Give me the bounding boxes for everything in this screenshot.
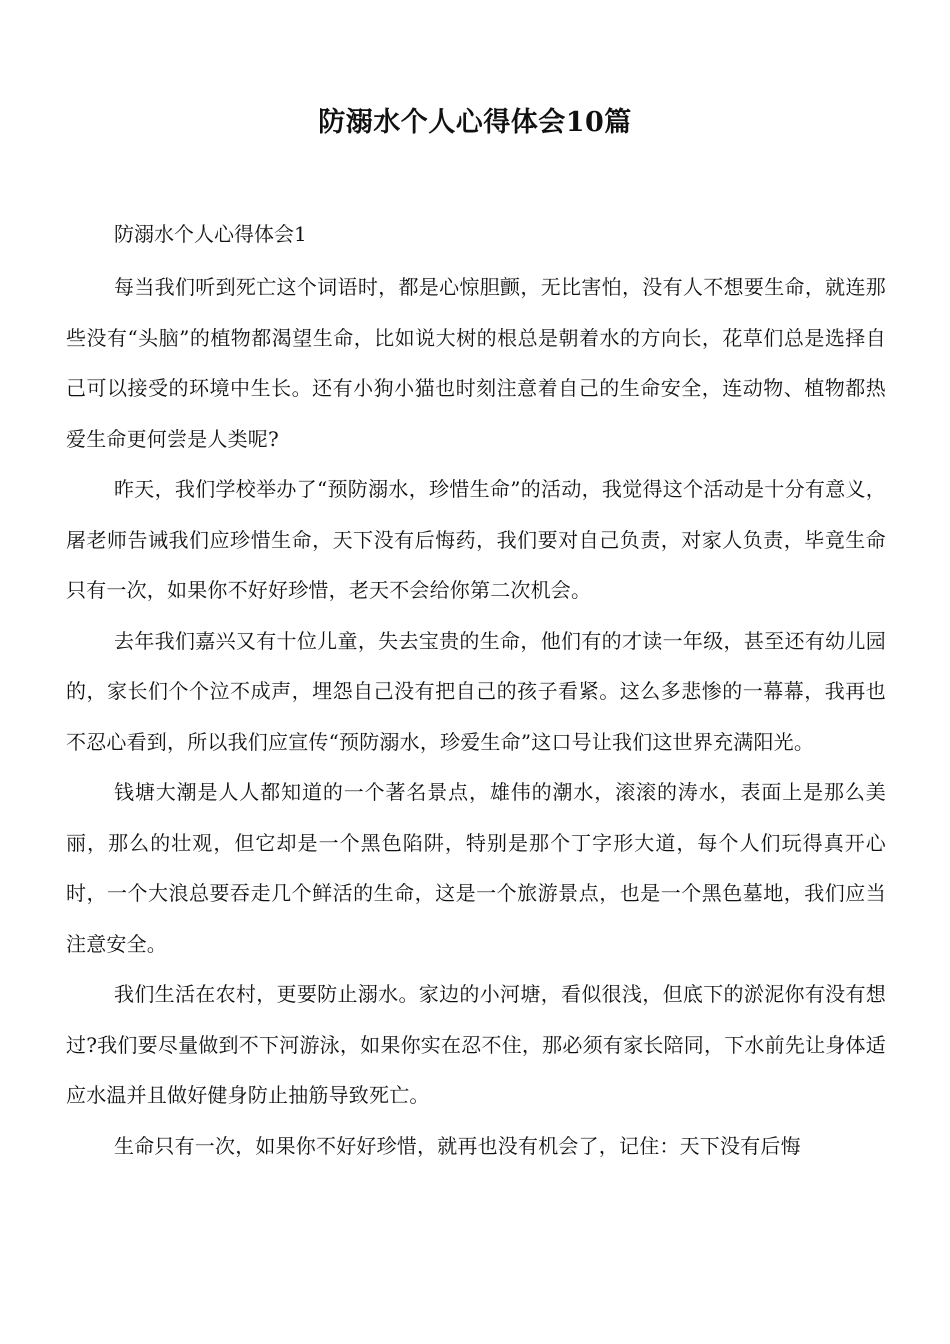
section-heading: 防溺水个人心得体会1 <box>114 222 307 246</box>
paragraph: 生命只有一次，如果你不好好珍惜，就再也没有机会了，记住：天下没有后悔 <box>114 1133 801 1158</box>
paragraph: 每当我们听到死亡这个词语时，都是心惊胆颤，无比害怕，没有人不想要生命，就连那些没有“头脑”的植物都渴望生命，比如说大树的根总是朝着水的方向长，花草们总是选择自己可以接受的环境中生长。还有小狗小猫也时刻注意着自己的生命安全，连动物、植物都热爱生命更何尝是人类呢? <box>66 275 886 451</box>
body-text <box>66 262 886 1171</box>
paragraph: 钱塘大潮是人人都知道的一个著名景点，雄伟的潮水，滚滚的涛水，表面上是那么美丽，那么的壮观，但它却是一个黑色陷阱，特别是那个丁字形大道，每个人们玩得真开心时，一个大浪总要吞走几个鲜活的生命，这是一个旅游景点，也是一个黑色墓地，我们应当注意安全。 <box>66 780 886 956</box>
paragraph: 去年我们嘉兴又有十位儿童，失去宝贵的生命，他们有的才读一年级，甚至还有幼儿园的，家长们个个泣不成声，埋怨自己没有把自己的孩子看紧。这么多悲惨的一幕幕，我再也不忍心看到，所以我们应宣传“预防溺水，珍爱生命”这口号让我们这世界充满阳光。 <box>66 628 886 754</box>
paragraph: 昨天，我们学校举办了“预防溺水，珍惜生命”的活动，我觉得这个活动是十分有意义，屠老师告诫我们应珍惜生命，天下没有后悔药，我们要对自己负责，对家人负责，毕竟生命只有一次，如果你不好好珍惜，老天不会给你第二次机会。 <box>66 477 886 602</box>
document-title: 防溺水个人心得体会10篇 <box>318 107 632 138</box>
paragraph: 我们生活在农村，更要防止溺水。家边的小河塘，看似很浅，但底下的淤泥你有没有想过?我们要尽量做到不下河游泳，如果你实在忍不住，那必须有家长陪同，下水前先让身体适应水温并且做好健身防止抽筋导致死亡。 <box>66 982 886 1107</box>
